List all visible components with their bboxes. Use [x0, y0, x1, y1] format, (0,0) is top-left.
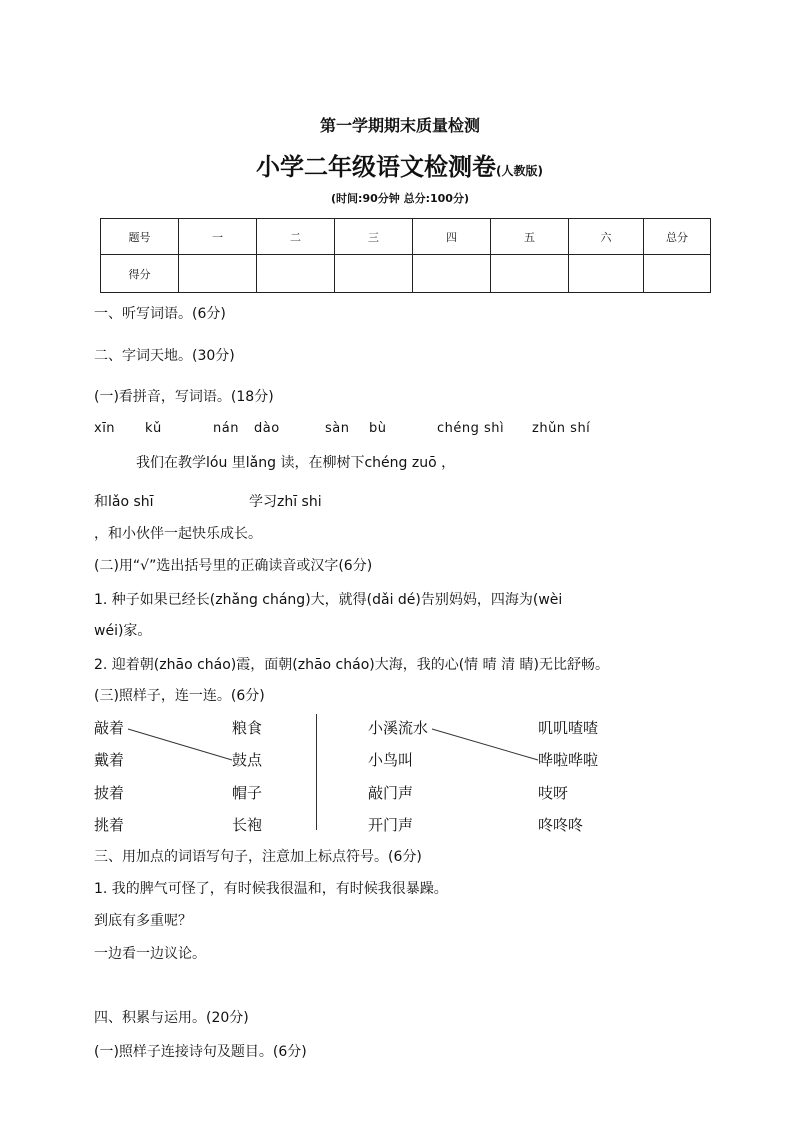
fill-sentence-2a: 和lǎo shī: [94, 494, 154, 510]
table-cell: 总分: [644, 219, 711, 255]
section-3-item: 1. 我的脾气可怪了，有时候我很温和，有时候我很暴躁。: [94, 881, 448, 897]
match-left-object: 帽子: [232, 784, 263, 802]
match-right-sound: 咚咚咚: [538, 816, 584, 834]
match-right-sound: 吱呀: [538, 784, 569, 802]
match-left-word: 敲着: [94, 719, 125, 737]
match-right-source: 敲门声: [368, 784, 414, 802]
table-cell: 一: [179, 219, 257, 255]
pinyin-item: nán: [213, 421, 239, 436]
match-left-object: 长袍: [232, 816, 263, 834]
question-1-line-a: 1. 种子如果已经长(zhǎng cháng)大，就得(dǎi dé)告别妈妈，四海为(wèi: [94, 592, 563, 608]
fill-sentence-3: ，和小伙伴一起快乐成长。: [94, 526, 262, 542]
table-cell: 五: [491, 219, 569, 255]
section-4-1-heading: (一)照样子连接诗句及题目。(6分): [94, 1044, 307, 1060]
pinyin-item: dào: [254, 421, 280, 436]
time-note: (时间:90分钟 总分:100分): [331, 192, 469, 205]
section-3-item: 到底有多重呢？: [94, 913, 192, 929]
edition-label: (人教版): [496, 164, 543, 178]
match-left-object: 粮食: [232, 719, 263, 737]
exam-subtitle: 第一学期期末质量检测: [319, 116, 480, 135]
fill-sentence-1: 我们在教学lóu 里lǎng 读，在柳树下chéng zuō ，: [136, 455, 456, 471]
table-cell: 四: [413, 219, 491, 255]
pinyin-item: sàn: [325, 421, 350, 436]
table-cell: 三: [335, 219, 413, 255]
question-1-line-b: wéi)家。: [94, 623, 152, 639]
match-left-word: 挑着: [94, 816, 125, 834]
pinyin-item: bù: [369, 421, 387, 436]
match-left-object: 鼓点: [232, 751, 263, 769]
pinyin-item: zhǔn shí: [532, 421, 591, 436]
section-1-heading: 一、听写词语。(6分): [94, 306, 226, 322]
match-right-source: 小鸟叫: [368, 751, 414, 769]
exam-title-text: 小学二年级语文检测卷: [256, 153, 496, 181]
section-4-heading: 四、积累与运用。(20分): [94, 1010, 249, 1026]
table-cell: 得分: [101, 255, 179, 293]
section-2-heading: 二、字词天地。(30分): [94, 348, 235, 364]
pinyin-item: kǔ: [145, 421, 162, 436]
table-cell: 六: [569, 219, 644, 255]
table-cell: 题号: [101, 219, 179, 255]
match-example-line-left: [128, 729, 232, 760]
match-right-sound: 哗啦哗啦: [538, 751, 599, 769]
section-2-1-heading: (一)看拼音，写词语。(18分): [94, 389, 274, 405]
pinyin-item: chéng shì: [437, 421, 505, 436]
pinyin-item: xīn: [94, 421, 116, 436]
match-left-word: 披着: [94, 784, 125, 802]
fill-sentence-2b: 学习zhī shi: [249, 494, 322, 510]
match-right-sound: 叽叽喳喳: [538, 719, 599, 737]
section-3-item: 一边看一边议论。: [94, 946, 206, 962]
section-2-2-heading: (二)用“√”选出括号里的正确读音或汉字(6分): [94, 558, 373, 574]
match-right-source: 开门声: [368, 816, 414, 834]
question-2: 2. 迎着朝(zhāo cháo)霞，面朝(zhāo cháo)大海，我的心(情 晴 清 睛)无比舒畅。: [94, 657, 609, 673]
section-2-3-heading: (三)照样子，连一连。(6分): [94, 688, 265, 704]
match-right-source: 小溪流水: [368, 719, 429, 737]
table-cell: 二: [257, 219, 335, 255]
section-3-heading: 三、用加点的词语写句子，注意加上标点符号。(6分): [94, 849, 422, 865]
match-left-word: 戴着: [94, 751, 125, 769]
match-example-line-right: [432, 729, 538, 760]
